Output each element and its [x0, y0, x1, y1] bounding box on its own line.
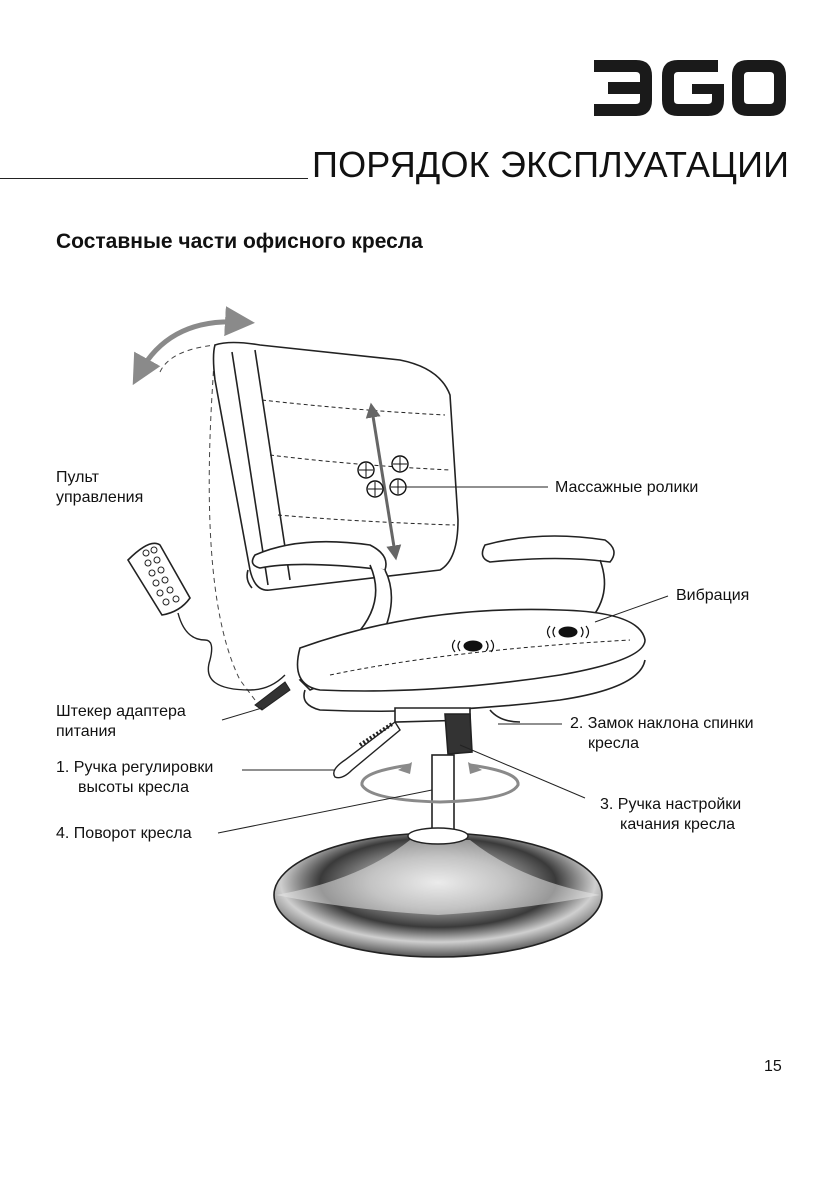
page-title: ПОРЯДОК ЭКСПЛУАТАЦИИ: [312, 144, 790, 185]
callout-tilt-knob-line2: качания кресла: [620, 816, 736, 833]
remote-cable: [178, 613, 285, 690]
remote-control: [128, 543, 190, 615]
callout-swivel: 4. Поворот кресла: [56, 825, 192, 842]
page-number: 15: [764, 1058, 782, 1075]
seat: [298, 609, 646, 711]
callout-remote-line2: управления: [56, 489, 144, 506]
callout-back-lock-line1: 2. Замок наклона спинки: [570, 715, 754, 732]
callout-remote-line1: Пульт: [56, 469, 99, 486]
callout-vibration: Вибрация: [676, 587, 750, 604]
section-title: Составные части офисного кресла: [56, 230, 423, 253]
callout-remote: [56, 468, 143, 508]
callout-massage-rollers: Массажные ролики: [555, 479, 699, 496]
callout-power-plug: [56, 702, 186, 742]
callout-back-lock: [570, 714, 754, 754]
callout-height-lever-line2: высоты кресла: [78, 779, 190, 796]
callout-height-lever: [56, 758, 213, 798]
callout-power-plug-line1: Штекер адаптера: [56, 703, 186, 720]
title-rule: [0, 178, 308, 179]
power-plug: [255, 682, 290, 710]
chrome-base: [274, 828, 602, 957]
callout-tilt-knob-line1: 3. Ручка настройки: [600, 796, 742, 813]
callout-tilt-knob: [600, 795, 741, 835]
callout-back-lock-line2: кресла: [588, 735, 640, 752]
ego-logo: [590, 48, 790, 128]
callout-power-plug-line2: питания: [56, 723, 117, 740]
callout-height-lever-line1: 1. Ручка регулировки: [56, 759, 214, 776]
office-chair-diagram: [0, 280, 839, 1040]
mechanism: [395, 708, 520, 830]
